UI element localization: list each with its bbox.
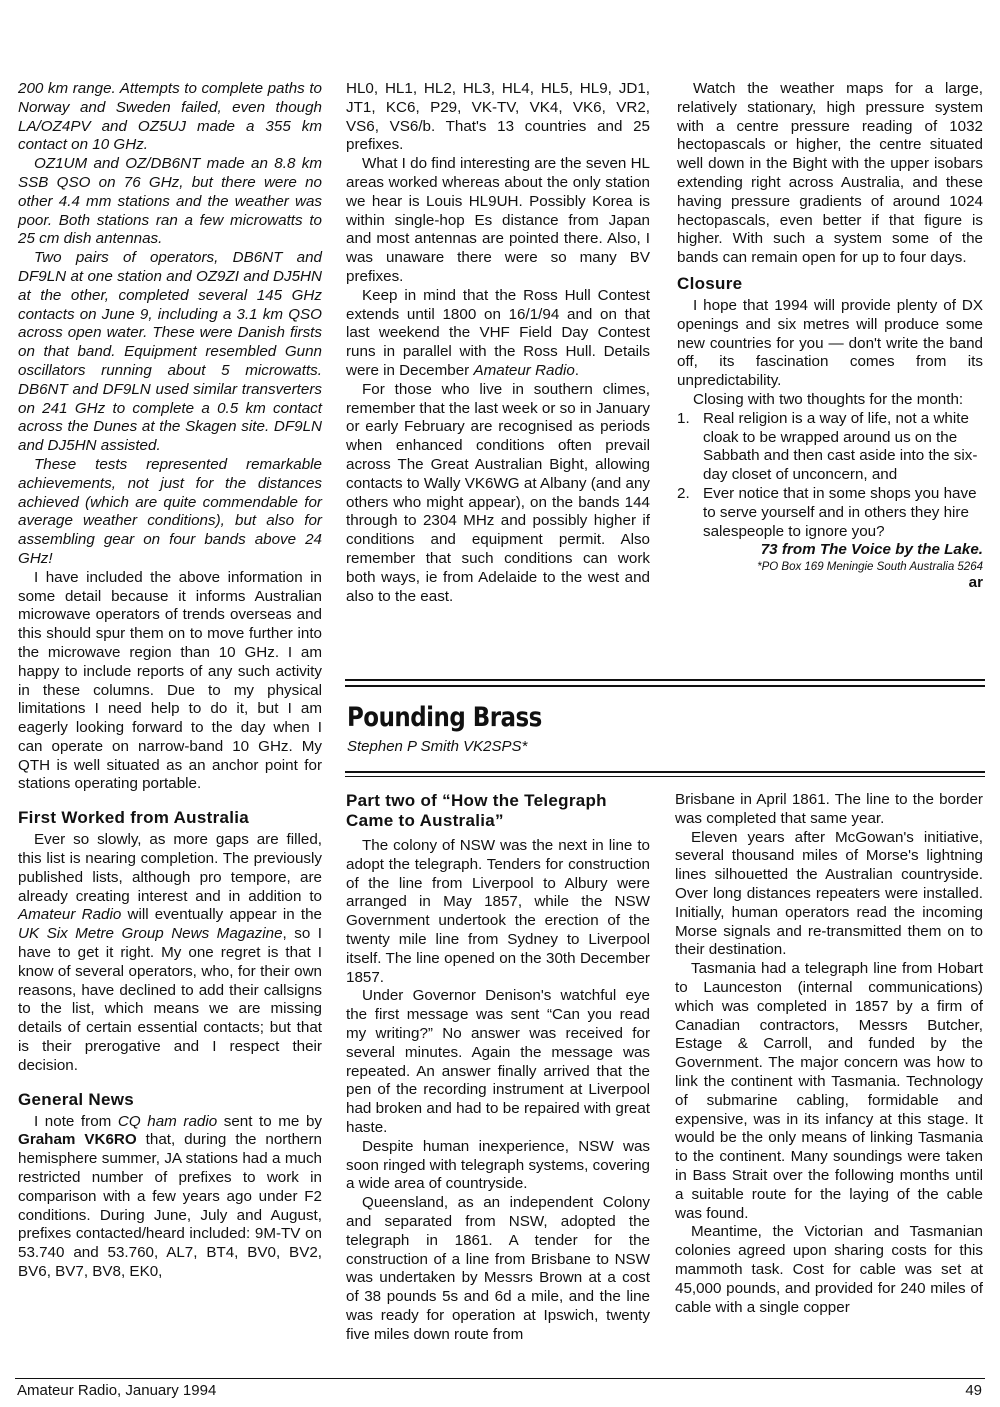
paragraph: Ever so slowly, as more gaps are filled, this list is nearing completion. The previously published lists, although pro tempore, are already creating interest and in addition to Amateur Radio will eventually appear in the UK Six Metre Group News Magazine, so I have to get it right. My one regret is that I know of several operators, who, for their own reasons, have declined to add their callsigns to the list, which means we are missing details of certain essential contacts; but that is their prerogative and I respect their decision. <box>18 831 322 1074</box>
section-heading-closure: Closure <box>677 273 743 293</box>
thoughts-list <box>677 410 983 542</box>
footer-publication: Amateur Radio, January 1994 <box>17 1382 217 1399</box>
paragraph: I note from CQ ham radio sent to me by Graham VK6RO that, during the northern hemisphere summer, JA stations had a much restricted number of prefixes to work in comparison with a few years ago under F2 conditions. During June, July and August, prefixes contacted/heard included: 9M-TV on 53.740 and 53.760, AL7, BT4, BV0, BV2, BV6, BV7, BV8, EK0, <box>18 1112 322 1281</box>
paragraph: Two pairs of operators, DB6NT and DF9LN at one station and OZ9ZI and DJ5HN at the other, completed several 145 GHz contacts on June 9, including a 3.1 km QSO across open water. These were Danish firsts on that band. Equipment resembled Gunn oscillators running about 5 microwatts. DB6NT and DF9LN used similar transverters on 241 GHz to complete a 0.5 km contact across the Dunes at the Skagen site. DF9LN and DJ5HN assisted. <box>18 249 322 455</box>
paragraph: These tests represented remarkable achievements, not just for the distances achieved (which are quite commendable for average weather conditions), but also for assembling gear on four bands above 24 GHz! <box>18 455 322 567</box>
column-4 <box>346 791 650 1345</box>
author-address: *PO Box 169 Meningie South Australia 5264 <box>757 561 983 574</box>
section-heading-general-news: General News <box>18 1089 135 1109</box>
paragraph: For those who live in southern climes, remember that the last week or so in January or early February are recognised as periods when enhanced conditions often prevail across The Great Australian Bight, allowing contacts to Wally VK6WG at Albany (and any others who might appear), on the bands 144 through to 2304 MHz and possibly higher if conditions and equipment permit. Also remember that such conditions can work both ways, ie from Adelaide to the west and also to the east. <box>346 380 650 605</box>
page-number: 49 <box>965 1382 982 1399</box>
paragraph: Under Governor Denison's watchful eye the first message was sent “Can you read my writing?” No answer was received for several minutes. Again the message was repeated. An answer finally arrived that the pen of the recording instrument at Liverpool had broken and had to be repaired with great haste. <box>346 987 650 1136</box>
article-byline: Stephen P Smith VK2SPS* <box>347 738 528 755</box>
paragraph: Despite human inexperience, NSW was soon ringed with telegraph systems, covering a wide area of countryside. <box>346 1137 650 1193</box>
column-2 <box>346 80 650 606</box>
column-1 <box>18 80 322 1282</box>
paragraph: Keep in mind that the Ross Hull Contest extends until 1800 on 16/1/94 and on that last weekend the VHF Field Day Contest runs in parallel with the Ross Hull. Details were in December Amateur Radio. <box>346 286 650 379</box>
byline-rule-bottom <box>345 776 985 777</box>
list-item: 1. Real religion is a way of life, not a white cloak to be wrapped around us on the Sabbath and then cast aside into the six-day closet of unconcern, and <box>677 409 978 484</box>
paragraph: Meantime, the Victorian and Tasmanian colonies agreed upon sharing costs for this mammoth task. Cost for cable was set at 45,000 pounds, and provided for 240 miles of cable with a single copper <box>675 1223 983 1316</box>
header-rule-top <box>345 679 985 681</box>
paragraph: I have included the above information in some detail because it informs Australian microwave operators of trends overseas and this should spur them on to move further into the microwave region than 10 GHz. I am happy to include reports of any such activity in these columns. Due to my physical limitations I need help to do it, but I am eagerly looking forward to the day when I can operate on narrow-band 10 GHz. My QTH is well situated as an anchor point for stations operating portable. <box>18 568 322 793</box>
article-title: Pounding Brass <box>347 702 542 733</box>
byline-rule-top <box>345 771 985 773</box>
column-3 <box>677 80 983 593</box>
paragraph: Eleven years after McGowan's initiative, several thousand miles of Morse's lightning lines silhouetted the Australian countryside. Over long distances repeaters were installed. Initially, human operators read the incoming Morse signals and re-transmitted them on to their destination. <box>675 828 983 959</box>
list-item: 2. Ever notice that in some shops you have to serve yourself and in others they hire salespeople to ignore you? <box>677 484 977 540</box>
paragraph: Tasmania had a telegraph line from Hobart to Launceston (internal communications) which was completed in 1857 by a firm of Canadian contractors, Messrs Butcher, Estage & Carroll, and funded by the Government. The major concern was how to link the continent with Tasmania. Technology of submarine cabling, formidable and expensive, was in its infancy at this stage. It would be the only means of linking Tasmania to the continent. Many soundings were taken in Bass Strait over the following months until a suitable route for the laying of the cable was found. <box>675 960 983 1222</box>
column-5 <box>675 791 983 1317</box>
signoff: 73 from The Voice by the Lake. <box>760 541 983 559</box>
paragraph: HL0, HL1, HL2, HL3, HL4, HL5, HL9, JD1, JT1, KC6, P29, VK-TV, VK4, VK6, VR2, VS6, VS6/b. That's 13 countries and 25 prefixes. <box>346 80 650 154</box>
paragraph: Queensland, as an independent Colony and separated from NSW, adopted the telegraph in 1861. A tender for the construction of a line from Brisbane to NSW was undertaken by Messrs Brown at a cost of 38 pounds 5s and 6d a mile, and the line was ready for operation at Ipswich, twenty five miles down route from <box>346 1194 650 1343</box>
paragraph: Watch the weather maps for a large, relatively stationary, high pressure system with a centre pressure reading of 1032 hectopascals or higher, the centre situated well down in the Bight with the upper isobars extending right across Australia, and these having pressure gradients of around 1024 hectopascals, even better if that figure is higher. With such a system some of the bands can remain open for up to four days. <box>677 80 983 267</box>
paragraph: Closing with two thoughts for the month: <box>693 390 964 408</box>
footer-rule <box>15 1378 985 1379</box>
paragraph: The colony of NSW was the next in line to adopt the telegraph. Tenders for construction of the line from Liverpool to Albury were arranged in May 1857, while the NSW Government undertook the erection of the twenty mile line from Sydney to Liverpool itself. The line opened on the 30th December 1857. <box>346 837 650 986</box>
section-heading-part-two: Part two of “How the Telegraph Came to Australia” <box>346 791 607 830</box>
paragraph: 200 km range. Attempts to complete paths to Norway and Sweden failed, even though LA/OZ4PV and OZ5UJ made a 355 km contact on 10 GHz. <box>18 80 322 154</box>
paragraph: I hope that 1994 will provide plenty of DX openings and six metres will produce some new countries for you — don't write the band off, its fascination comes from its unpredictability. <box>677 296 983 390</box>
paragraph: Brisbane in April 1861. The line to the border was completed that same year. <box>675 791 983 827</box>
paragraph: What I do find interesting are the seven HL areas worked whereas about the only station we hear is Louis HL9UH. Possibly Korea is within single-hop Es distance from Japan and most antennas are pointed there. Also, I was unaware there were so many BV prefixes. <box>346 155 650 285</box>
header-rule-bottom <box>345 685 985 687</box>
end-mark: ar <box>968 574 983 592</box>
paragraph: OZ1UM and OZ/DB6NT made an 8.8 km SSB QSO on 76 GHz, but there were no other 4.4 mm stations and the weather was poor. Both stations ran a few microwatts to 25 cm dish antennas. <box>18 155 322 248</box>
section-heading-first-worked: First Worked from Australia <box>18 808 250 828</box>
